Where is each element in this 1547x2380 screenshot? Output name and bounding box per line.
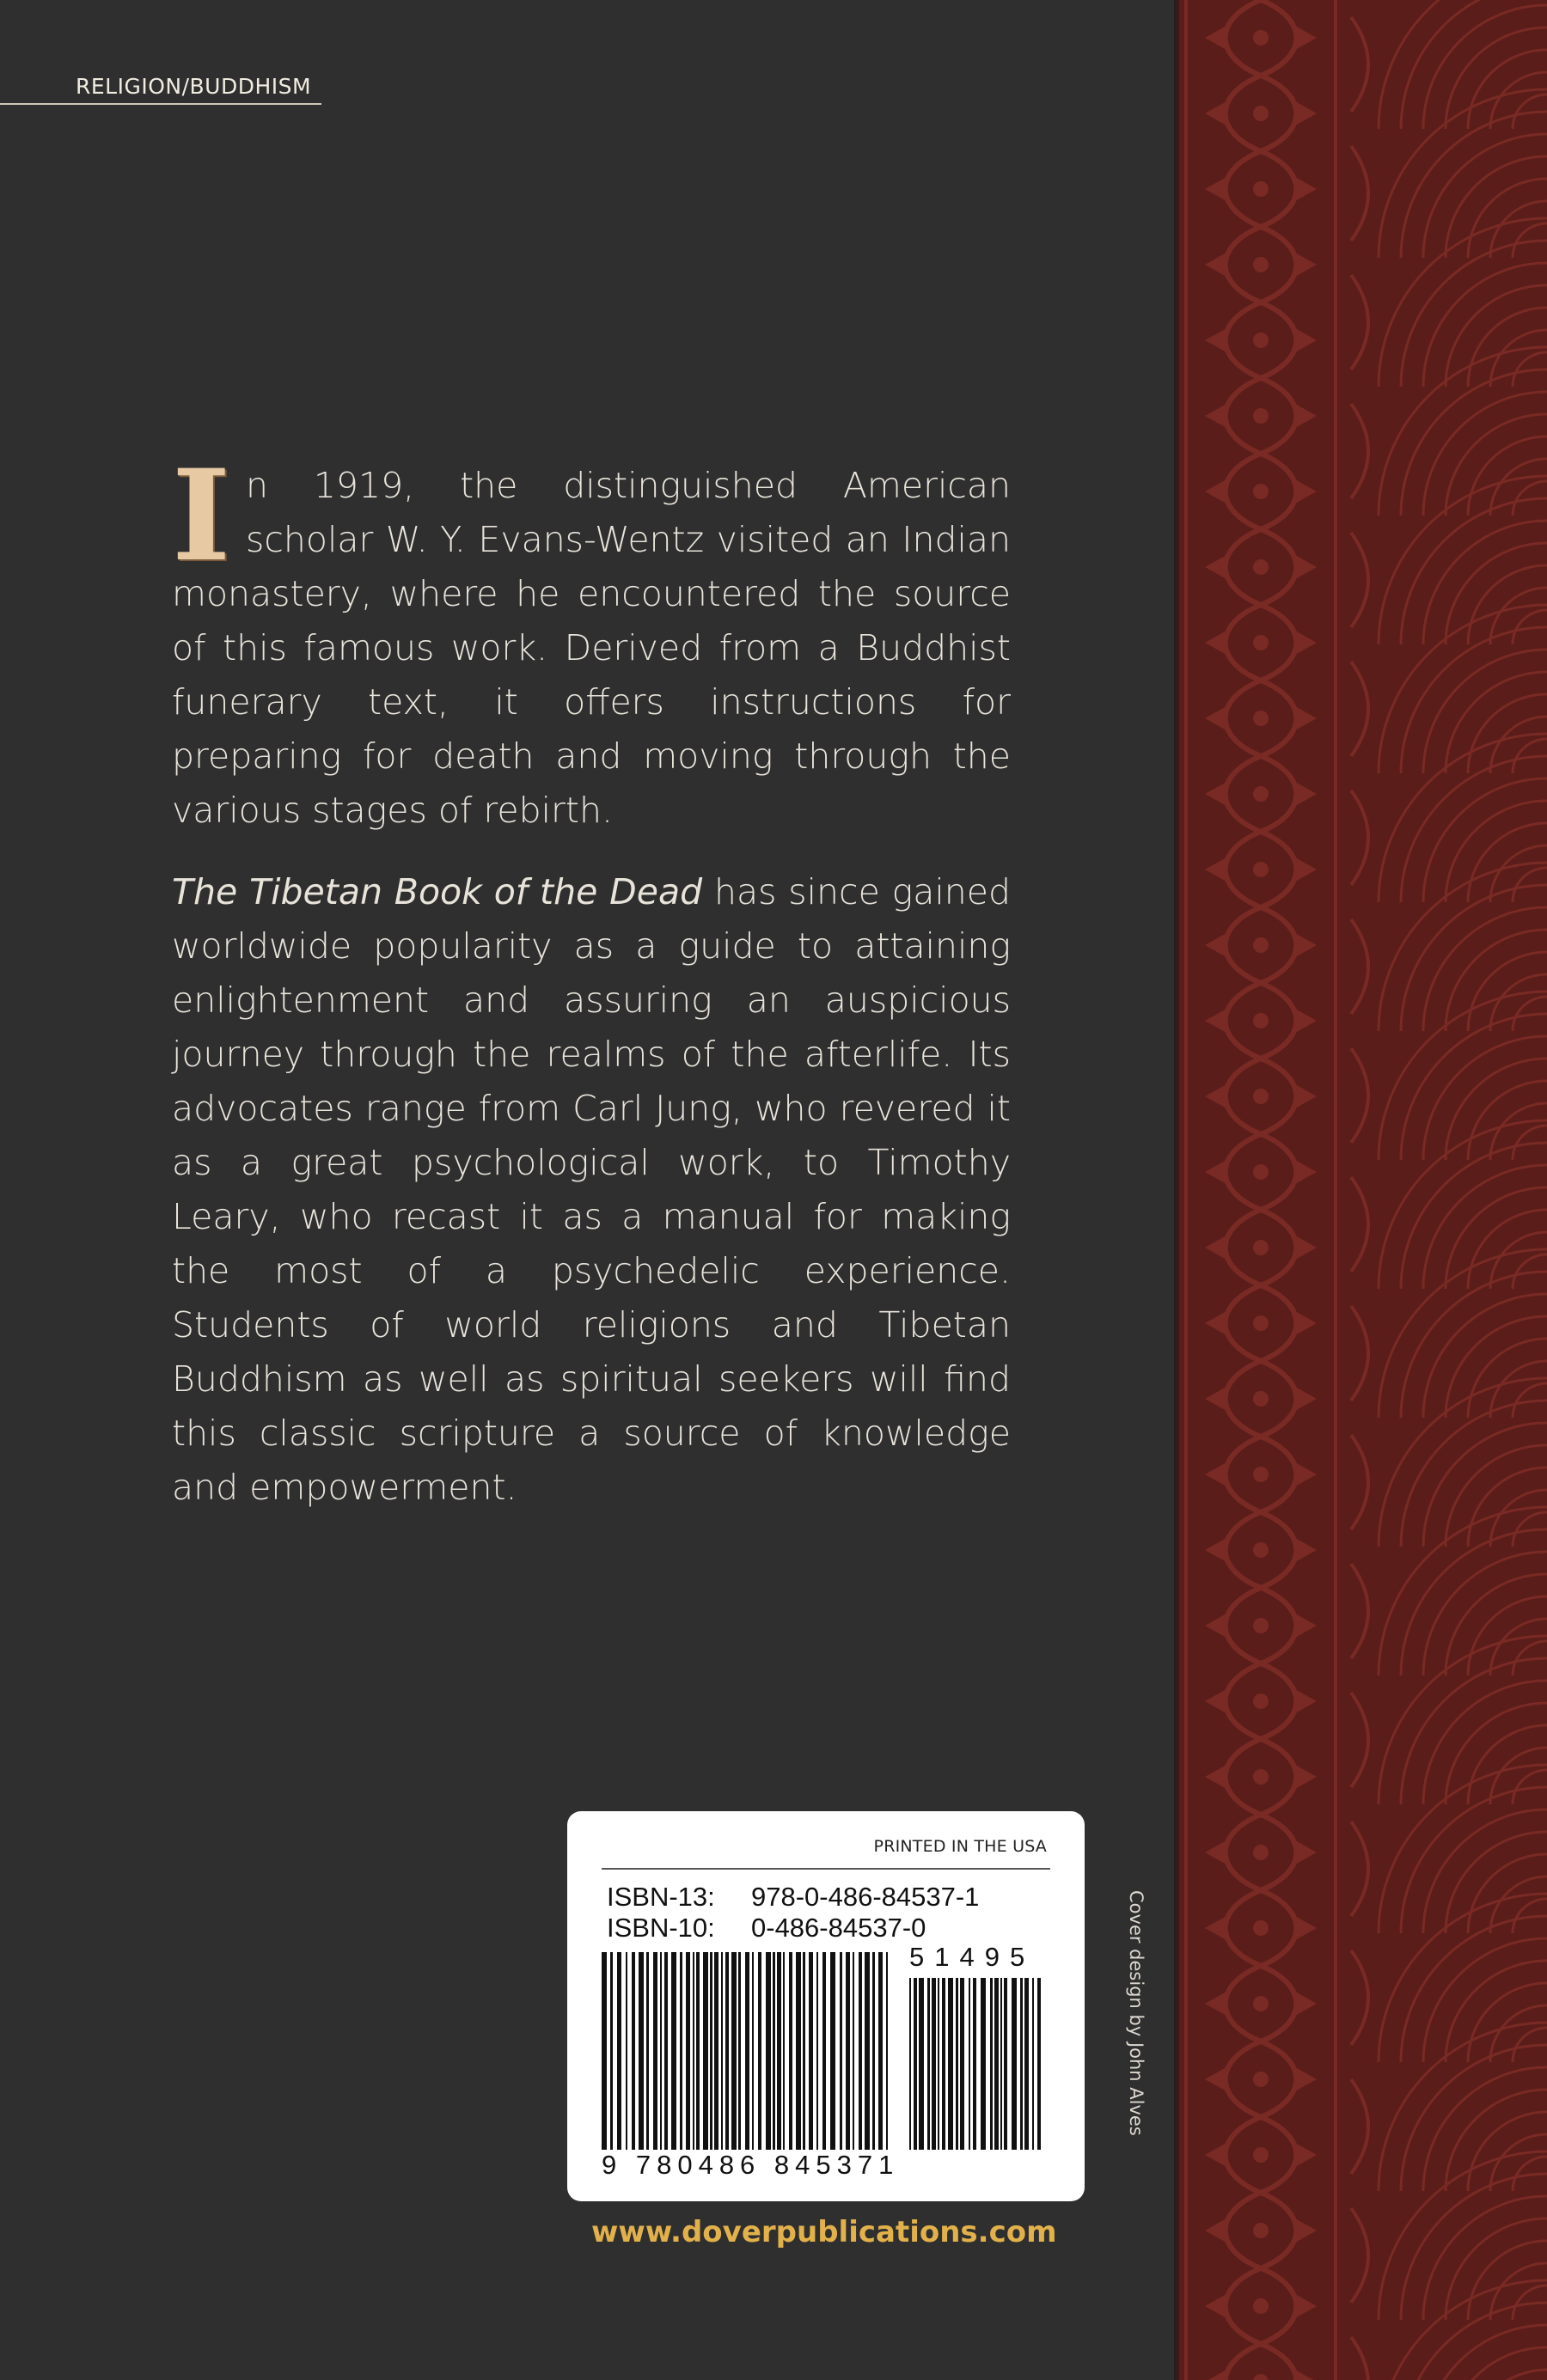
barcode-bar (969, 1978, 970, 2150)
barcode-addon (909, 1978, 1047, 2188)
barcode-bar (626, 1952, 627, 2162)
barcode-bar (664, 1952, 668, 2162)
barcode-bar (822, 1952, 826, 2162)
description-paragraph-1 (172, 442, 1011, 838)
barcode-bar (948, 1978, 953, 2150)
barcode-bar (1012, 1978, 1017, 2150)
barcode-bar (1037, 1978, 1041, 2150)
barcode-bar (680, 1952, 682, 2162)
barcode-bar (919, 1978, 924, 2150)
barcode-bar (710, 1952, 712, 2162)
barcode-bar (725, 1952, 729, 2162)
isbn13-value: 978-0-486-84537-1 (751, 1882, 980, 1912)
category-rule (0, 103, 321, 105)
barcode-bar (696, 1952, 700, 2162)
barcode-bar (973, 1978, 976, 2150)
barcode-bar (731, 1952, 737, 2162)
barcode-bar (745, 1952, 749, 2162)
barcode-bar (994, 1978, 999, 2150)
barcode-bar (956, 1978, 958, 2150)
barcode-bar (602, 1952, 607, 2162)
barcode-bar (865, 1952, 870, 2162)
barcode-bar (752, 1952, 754, 2162)
book-title: The Tibetan Book of the Dead (172, 871, 703, 912)
barcode-bar (942, 1978, 945, 2150)
barcode-bar (932, 1978, 936, 2150)
barcode-bar (766, 1952, 771, 2162)
ornament-band (1179, 0, 1547, 2380)
barcode-bar (1004, 1978, 1007, 2150)
barcode-main (602, 1952, 890, 2162)
barcode-bar (610, 1952, 613, 2162)
barcode-bar (632, 1952, 635, 2162)
barcode-bar (777, 1952, 781, 2162)
isbn13-row (607, 1882, 979, 1913)
barcode-bar (796, 1952, 801, 2162)
barcode-bar (617, 1952, 621, 2162)
barcode-bar (872, 1952, 875, 2162)
barcode-bar (1000, 1978, 1002, 2150)
barcode-bar (639, 1952, 644, 2162)
barcode-bar (1020, 1978, 1023, 2150)
paragraph-1-text: n 1919, the distinguished American scholar W. Y. Evans-Wentz visited an Indian monastery, where he encountered the source of this famous work. Derived from a Buddhist funerary text, it offers instructions for preparing for death and moving through the various stages of rebirth. (172, 465, 1011, 831)
barcode-bar (738, 1952, 741, 2162)
barcode-bar (758, 1952, 761, 2162)
barcode-bar (909, 1978, 911, 2150)
description-paragraph-2 (172, 865, 1011, 1515)
paragraph-2-text: has since gained worldwide popularity as a guide to attaining enlightenment and assuring an auspicious journey through the realms of the afterlife. Its advocates range from Carl Jung, who revered it as a great psychological work, to Timothy Leary, who recast it as a manual for making the most of a psychedelic experience. Students of world religions and Tibetan Buddhism as well as spiritual seekers will find this classic scripture a source of knowledge and empowerment. (172, 871, 1011, 1508)
cover-credit: Cover design by John Alves (1126, 1890, 1146, 2136)
website-link[interactable]: www.doverpublications.com (591, 2215, 1057, 2249)
barcode-bar (789, 1952, 792, 2162)
barcode-bar (1032, 1978, 1034, 2150)
barcode-bar (859, 1952, 862, 2162)
barcode-bar (830, 1952, 835, 2162)
barcode-bar (886, 1952, 888, 2162)
barcode-bar (783, 1952, 785, 2162)
barcode-bar (671, 1952, 676, 2162)
barcode-bar (773, 1952, 775, 2162)
barcode-bar (646, 1952, 649, 2162)
drop-cap: I (172, 442, 231, 589)
barcode-bar (840, 1952, 842, 2162)
barcode-bar (960, 1978, 964, 2150)
isbn10-label: ISBN-10: (607, 1913, 715, 1943)
printed-in-label: PRINTED IN THE USA (873, 1837, 1047, 1856)
barcode-digits: 9 780486 845371 (602, 2150, 900, 2180)
barcode-bar (938, 1978, 939, 2150)
isbn10-value: 0-486-84537-0 (751, 1913, 926, 1943)
barcode-bar (990, 1978, 993, 2150)
description (172, 442, 1011, 1542)
barcode-bar (693, 1952, 694, 2162)
barcode-bar (703, 1952, 708, 2162)
barcode-bar (660, 1952, 662, 2162)
barcode-bar (914, 1978, 917, 2150)
barcode-bar (878, 1952, 883, 2162)
addon-digits: 51495 (909, 1942, 1036, 1972)
isbn10-row (607, 1913, 926, 1944)
barcode-sticker (567, 1811, 1085, 2201)
barcode-bar (927, 1978, 930, 2150)
barcode-bar (653, 1952, 657, 2162)
barcode-bar (981, 1978, 986, 2150)
barcode-bar (803, 1952, 805, 2162)
category-label: RELIGION/BUDDHISM (76, 74, 312, 99)
barcode-bar (721, 1952, 723, 2162)
barcode-bar (809, 1952, 813, 2162)
barcode-bar (853, 1952, 854, 2162)
sticker-rule (602, 1868, 1050, 1870)
barcode-bar (816, 1952, 818, 2162)
barcode-bar (846, 1952, 850, 2162)
barcode-bar (1024, 1978, 1029, 2150)
isbn13-label: ISBN-13: (607, 1882, 715, 1912)
barcode-bar (714, 1952, 718, 2162)
ornament-pattern (1179, 0, 1547, 2380)
barcode-bar (686, 1952, 690, 2162)
